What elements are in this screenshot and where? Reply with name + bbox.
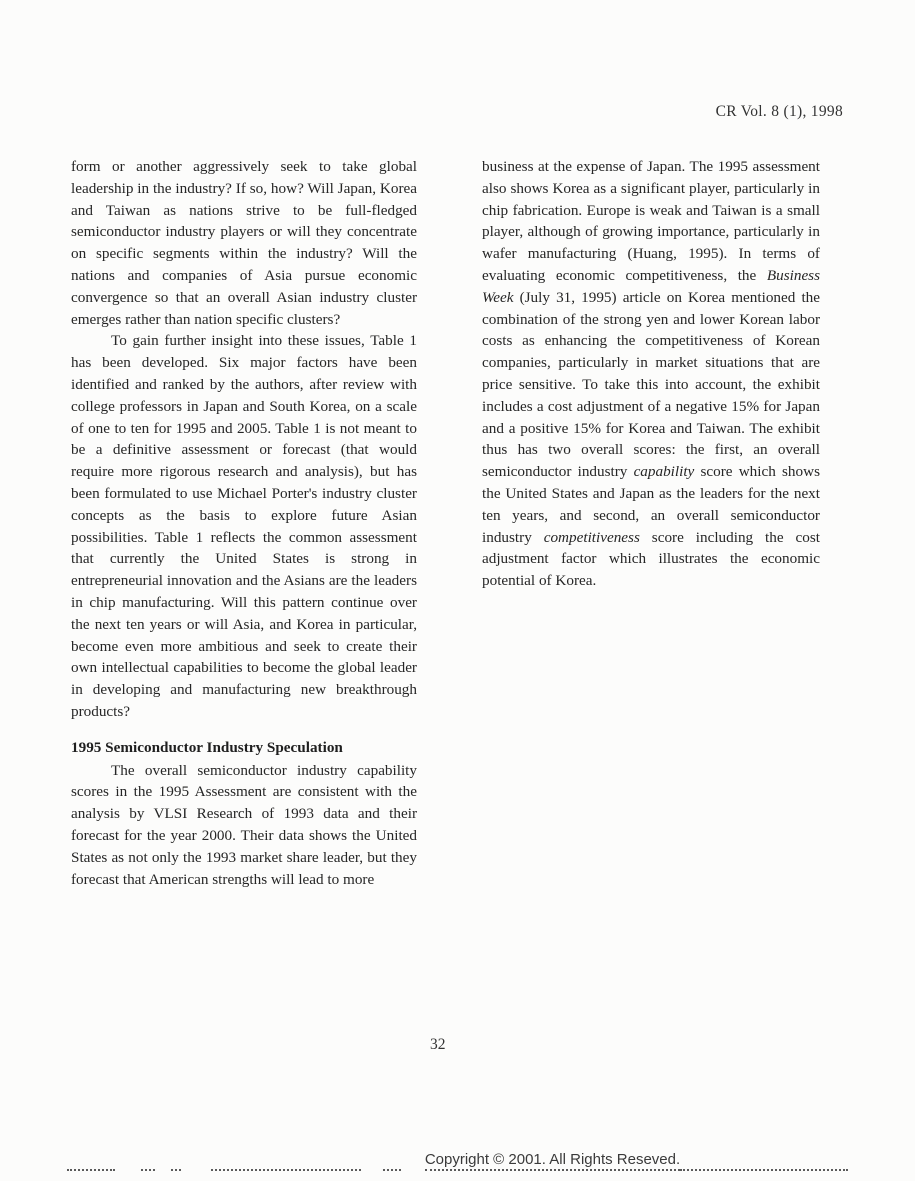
- italic-term-capability: capability: [633, 463, 695, 481]
- paragraph: To gain further insight into these issues, Table 1 has been developed. Six major factors have been identified and ranked by the authors, after review with college professors in Japan and South Korea, on a scale of one to ten for 1995 and 2005. Table 1 is not meant to be a definitive assessment or forecast (that would require more rigorous research and analysis), but has been formulated to use Michael Porter's industry cluster concepts as the basis to explore future Asian possibilities. Table 1 reflects the common assessment that currently the United States is strong in entrepreneurial innovation and the Asians are the leaders in chip manufacturing. Will this pattern continue over the next ten years or will Asia, and Korea in particular, become even more ambitious and seek to create their own intellectual capabilities to become the global leader in developing and manufacturing new breakthrough products?: [71, 332, 417, 720]
- paragraph-continued: form or another aggressively seek to take global leadership in the industry? If so, how? Will Japan, Korea and Taiwan as nations strive to be full-fledged semiconductor industry players or will they concentrate on specific segments within the industry? Will the nations and companies of Asia pursue economic convergence so that an overall Asian industry cluster emerges rather than nation specific clusters?: [71, 158, 417, 328]
- paragraph-continued: [482, 156, 820, 592]
- dotted-leader: [171, 1154, 181, 1171]
- text-segment: (July 31, 1995) article on Korea mentioned the combination of the strong yen and lower Korean labor costs as enhancing the competitiveness of Korean companies, particularly in market situations that are price sensitive. To take this into account, the exhibit includes a cost adjustment of a negative 15% for Japan and a positive 15% for Korea and Taiwan. The exhibit thus has two overall scores: the first, an overall semiconductor industry: [482, 288, 820, 481]
- copyright-text: Copyright © 2001. All Rights Reseved.: [425, 1151, 680, 1171]
- page-number: 32: [430, 1036, 446, 1053]
- dotted-leader: [67, 1154, 115, 1171]
- journal-citation-header: CR Vol. 8 (1), 1998: [715, 103, 843, 120]
- section-heading: 1995 Semiconductor Industry Speculation: [71, 738, 343, 756]
- paragraph: The overall semiconductor industry capability scores in the 1995 Assessment are consistent with the analysis by VLSI Research of 1993 data and their forecast for the year 2000. Their data shows the United States as not only the 1993 market share leader, but they forecast that American strengths will lead to more: [71, 761, 417, 888]
- text-segment: score including the cost adjustment factor which illustrates the economic potential of Korea.: [482, 528, 820, 590]
- italic-title-business-week: Business Week: [482, 266, 820, 306]
- italic-term-competitiveness: competitiveness: [543, 528, 640, 546]
- dotted-leader: [383, 1154, 401, 1171]
- left-text-column: [71, 156, 417, 890]
- right-text-column: [482, 156, 820, 592]
- dotted-leader: [141, 1154, 155, 1171]
- copyright-footer: [0, 1151, 915, 1171]
- text-segment: score which shows the United States and Japan as the leaders for the next ten years, and second, an overall semiconductor industry: [482, 463, 820, 546]
- dotted-leader: [211, 1154, 361, 1171]
- text-segment: business at the expense of Japan. The 1995 assessment also shows Korea as a significant player, particularly in chip fabrication. Europe is weak and Taiwan is a small player, although of growing importance, particularly in wafer manufacturing (Huang, 1995). In terms of evaluating economic competitiveness, the: [482, 158, 820, 284]
- dotted-leader: [680, 1154, 848, 1171]
